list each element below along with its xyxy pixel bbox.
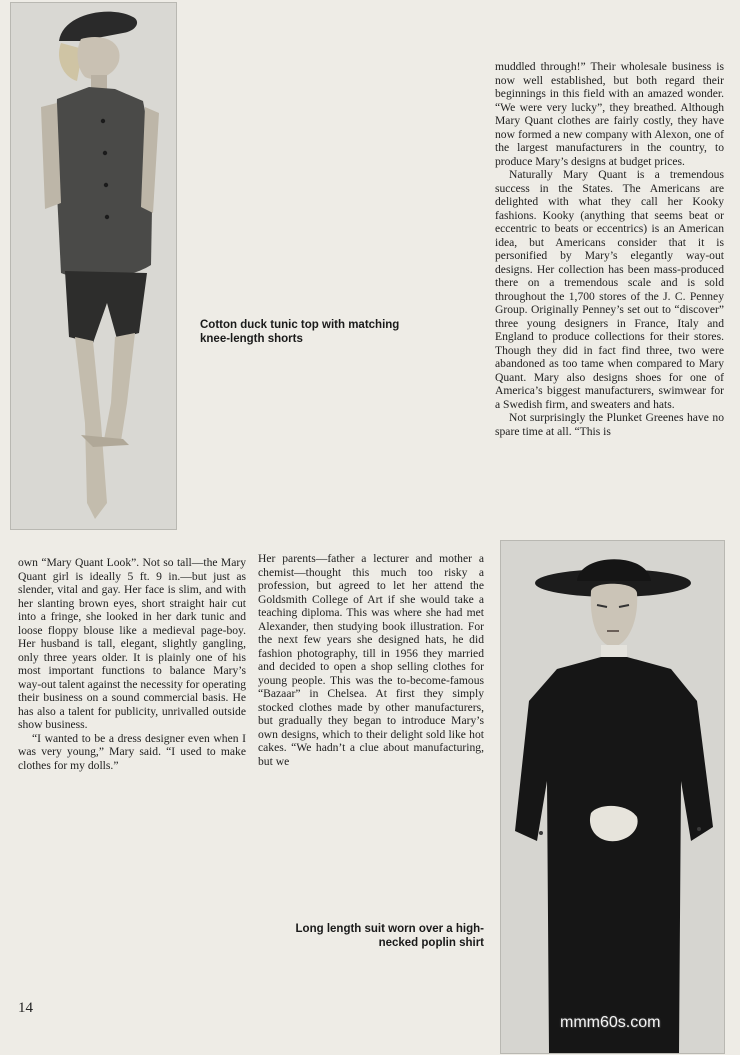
watermark: mmm60s.com [560, 1014, 661, 1031]
suit-model-illustration [501, 541, 724, 1053]
article-column-middle-bottom [258, 552, 484, 768]
paragraph: own “Mary Quant Look”. Not so tall—the Mary Quant girl is ideally 5 ft. 9 in.—but just as slender, vital and gay. Her face is slim, and with her slanting brown eyes, short straight hair cut into a fringe, she looked in her dark tunic and loose floppy blouse like a medieval page-boy. Her husband is tall, elegant, slightly gangling, only three years older. It is plainly one of his most important functions to balance Mary’s way-out talent against the necessity for operating their business on a sound commercial basis. He has also a talent for publicity, unrivalled outside show business. [18, 556, 246, 731]
paragraph: Not surprisingly the Plunket Greenes have no spare time at all. “This is [495, 411, 724, 438]
photo-tunic-model [10, 2, 177, 530]
paragraph: Naturally Mary Quant is a tremendous success in the States. The Americans are delighted with what they call her Kooky fashions. Kooky (anything that seems beat or eccentric to beats or eccentrics) is an American idea, but Americans consider that it is personified by Mary’s elegantly way-out designs. Her collection has been mass-produced there on a tremendous scale and is sold throughout the 1,700 stores of the J. C. Penney Group. Originally Penney’s set out to “discover” three young designers in France, Italy and England to produce collections for their stores. Though they did in fact find three, two were abandoned as too tame when compared to Mary Quant. Mary also designs shoes for one of America’s biggest manufacturers, swimwear for a Swedish firm, and sweaters and hats. [495, 168, 724, 411]
article-column-right-top [495, 60, 724, 438]
tunic-model-illustration [11, 3, 176, 529]
caption-suit-photo: Long length suit worn over a high-necked poplin shirt [295, 923, 484, 949]
paragraph: Her parents—father a lecturer and mother a chemist—thought this much too risky a profession, but agreed to let her attend the Goldsmith College of Art if she would take a teaching diploma. This was where she had met Alexander, then studying book illustration. For the next few years she designed hats, he did fashion photography, till in 1956 they married and decided to open a shop selling clothes for young people. This was the to-become-famous “Bazaar” in Chelsea. At first they simply stocked clothes made by other manufacturers, but gradually they began to introduce Mary’s own designs, which to their delight sold like hot cakes. “We hadn’t a clue about manufacturing, but we [258, 552, 484, 768]
paragraph: “I wanted to be a dress designer even when I was very young,” Mary said. “I used to make clothes for my dolls.” [18, 731, 246, 772]
paragraph: muddled through!” Their wholesale business is now well established, but both regard their beginnings in this field with an amazed wonder. “We were very lucky”, they breathed. Although Mary Quant clothes are fairly costly, they have now formed a new company with Alexon, one of the largest manufacturers in the country, to produce Mary’s designs at budget prices. [495, 60, 724, 168]
article-column-left-bottom [18, 556, 246, 772]
caption-tunic-photo: Cotton duck tunic top with matching knee-length shorts [200, 319, 400, 345]
page-number: 14 [18, 1000, 33, 1016]
photo-suit-model [500, 540, 725, 1054]
